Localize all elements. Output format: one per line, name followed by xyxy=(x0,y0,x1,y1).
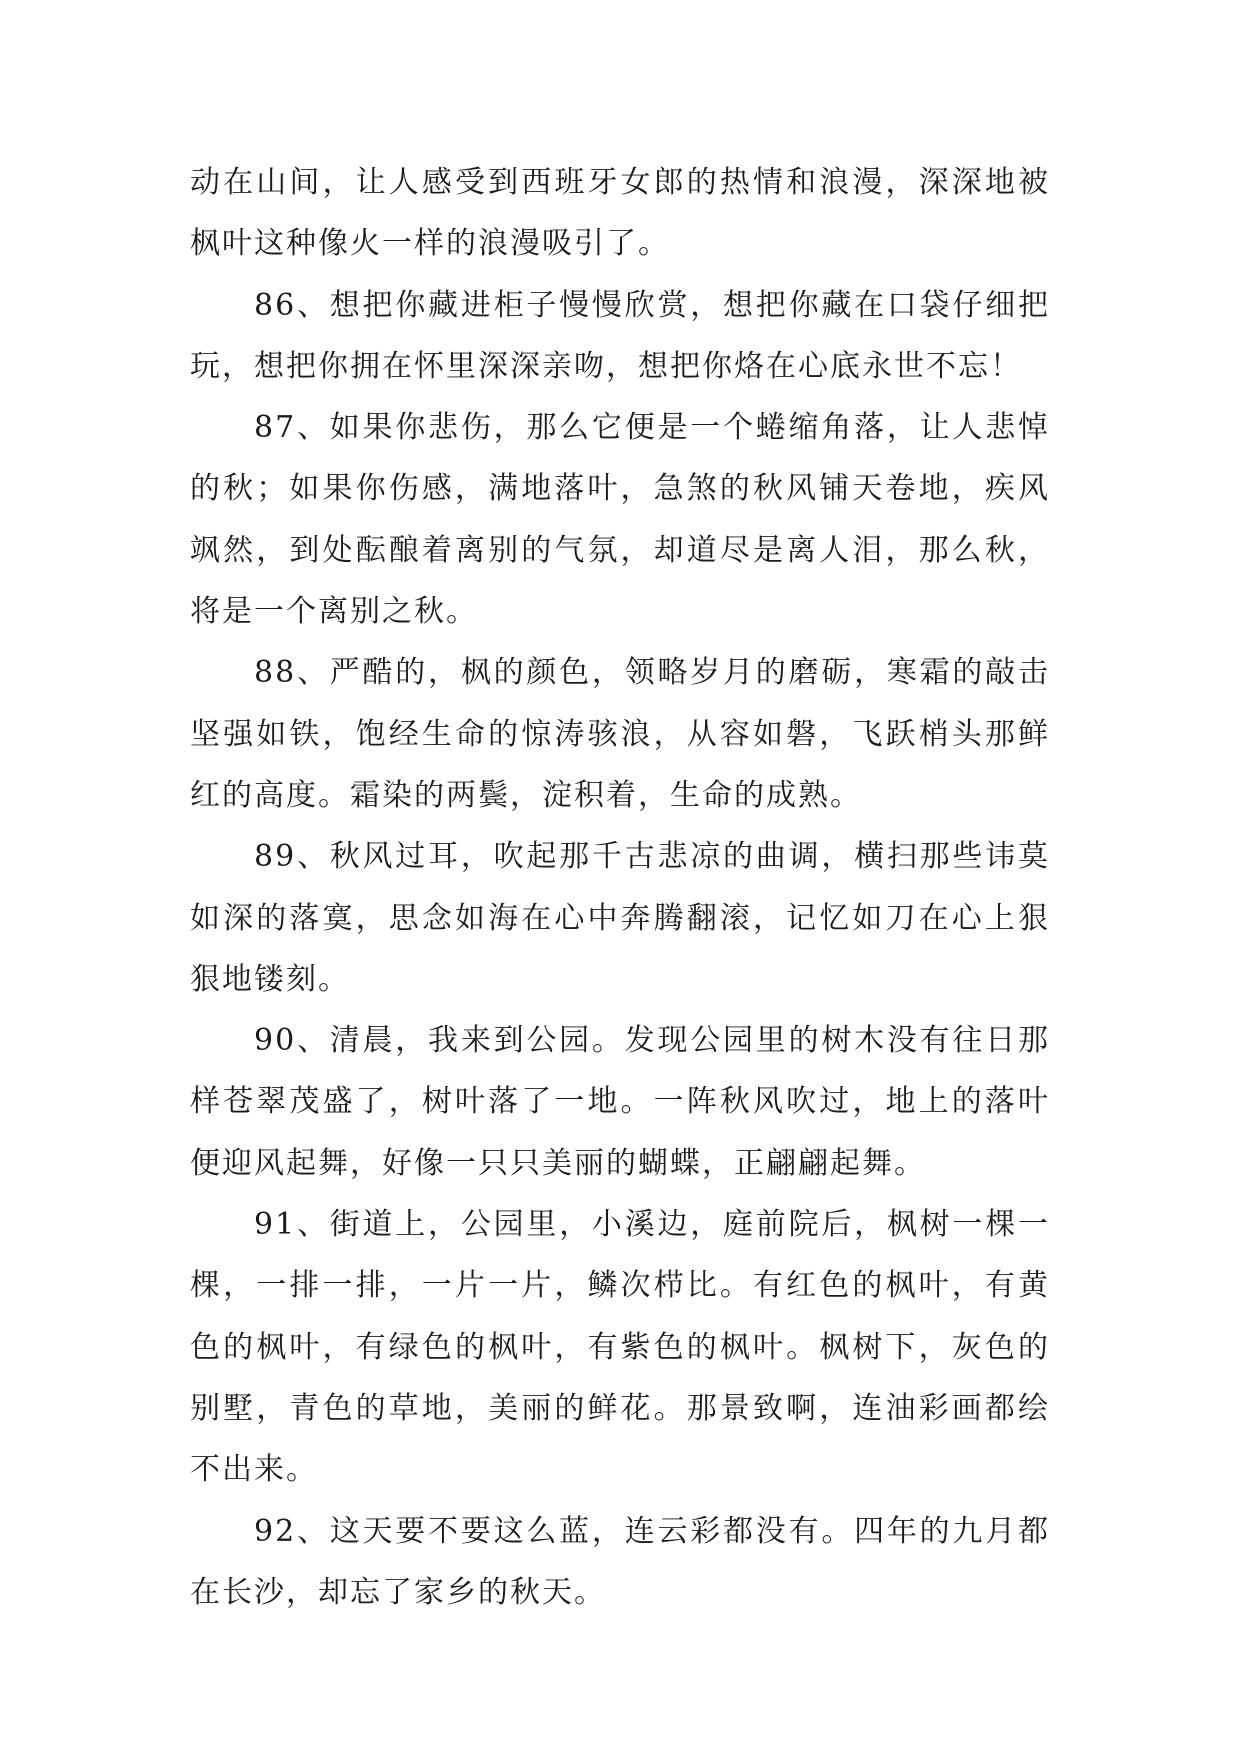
paragraph-92: 92、这天要不要这么蓝，连云彩都没有。四年的九月都在长沙，却忘了家乡的秋天。 xyxy=(190,1513,1050,1610)
document-body xyxy=(190,152,1050,1623)
paragraph-86: 86、想把你藏进柜子慢慢欣赏，想把你藏在口袋仔细把玩，想把你拥在怀里深深亲吻，想把你烙在心底永世不忘！ xyxy=(190,287,1050,384)
paragraph-91: 91、街道上，公园里，小溪边，庭前院后，枫树一棵一棵，一排一排，一片一片，鳞次栉比。有红色的枫叶，有黄色的枫叶，有绿色的枫叶，有紫色的枫叶。枫树下，灰色的别墅，青色的草地，美丽的鲜花。那景致啊，连油彩画都绘不出来。 xyxy=(190,1207,1050,1488)
paragraph-88: 88、严酷的，枫的颜色，领略岁月的磨砺，寒霜的敲击坚强如铁，饱经生命的惊涛骇浪，从容如磐，飞跃梢头那鲜红的高度。霜染的两鬓，淀积着，生命的成熟。 xyxy=(190,655,1050,813)
paragraph-89: 89、秋风过耳，吹起那千古悲凉的曲调，横扫那些讳莫如深的落寞，思念如海在心中奔腾翻滚，记忆如刀在心上狠狠地镂刻。 xyxy=(190,839,1050,997)
paragraph-90: 90、清晨，我来到公园。发现公园里的树木没有往日那样苍翠茂盛了，树叶落了一地。一阵秋风吹过，地上的落叶便迎风起舞，好像一只只美丽的蝴蝶，正翩翩起舞。 xyxy=(190,1023,1050,1181)
paragraph-87: 87、如果你悲伤，那么它便是一个蜷缩角落，让人悲悼的秋；如果你伤感，满地落叶，急煞的秋风铺天卷地，疾风飒然，到处酝酿着离别的气氛，却道尽是离人泪，那么秋，将是一个离别之秋。 xyxy=(190,410,1050,630)
paragraph-continuation: 动在山间，让人感受到西班牙女郎的热情和浪漫，深深地被枫叶这种像火一样的浪漫吸引了。 xyxy=(190,165,1050,262)
